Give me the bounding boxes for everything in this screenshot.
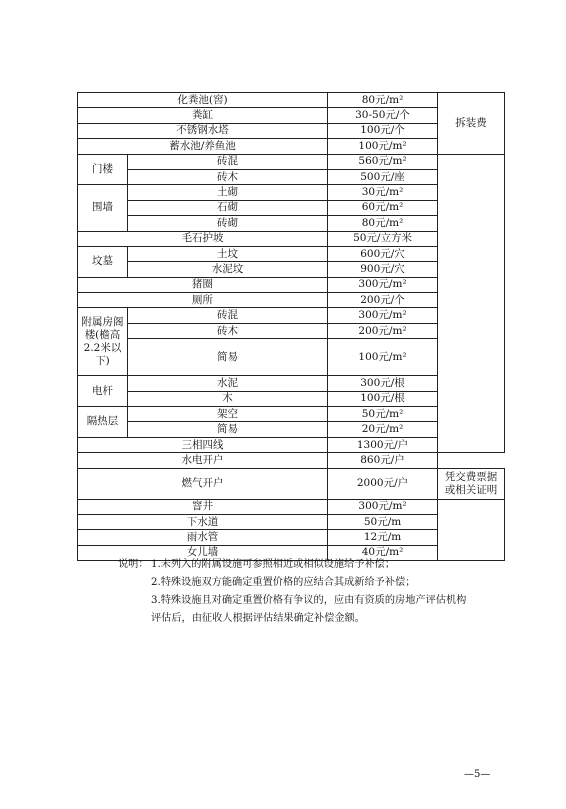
item-cell: 三相四线 [78, 437, 328, 452]
price-cell: 300元/m² [328, 308, 438, 323]
sub-item-cell: 土砌 [128, 185, 328, 200]
price-cell: 300元/m² [328, 499, 438, 514]
price-cell: 900元/穴 [328, 262, 438, 277]
price-cell: 200元/个 [328, 293, 438, 308]
sub-item-cell: 砖木 [128, 323, 328, 338]
group-cell: 坟墓 [78, 246, 128, 277]
item-cell: 猪圈 [78, 277, 328, 292]
item-cell: 蓄水池/养鱼池 [78, 139, 328, 154]
compensation-table [77, 92, 505, 561]
table-row [78, 499, 505, 514]
sub-item-cell: 砖砌 [128, 216, 328, 231]
remark-empty-cell [438, 499, 505, 561]
table-row [78, 468, 505, 499]
remark-demolition-cell: 拆装费 [438, 93, 505, 155]
sub-item-cell: 水泥坟 [128, 262, 328, 277]
price-cell: 300元/根 [328, 376, 438, 391]
sub-item-cell: 砖木 [128, 169, 328, 184]
group-cell: 电杆 [78, 376, 128, 407]
price-cell: 100元/m² [328, 139, 438, 154]
notes-section [118, 556, 518, 628]
item-cell: 化粪池(窖) [78, 93, 328, 108]
price-cell: 50元/立方米 [328, 231, 438, 246]
price-cell: 12元/m [328, 530, 438, 545]
item-cell: 雨水管 [78, 530, 328, 545]
sub-item-cell: 木 [128, 391, 328, 406]
price-cell: 40元/m² [328, 545, 438, 560]
item-cell: 粪缸 [78, 108, 328, 123]
item-cell: 窨井 [78, 499, 328, 514]
table-row [78, 93, 505, 108]
price-cell: 30元/m² [328, 185, 438, 200]
price-cell: 500元/座 [328, 169, 438, 184]
group-cell: 隔热层 [78, 407, 128, 438]
item-cell: 女儿墙 [78, 545, 328, 560]
remark-gas-cell: 凭交费票据或相关证明 [438, 468, 505, 499]
sub-item-cell: 土坟 [128, 246, 328, 261]
item-cell: 水电开户 [78, 453, 328, 468]
price-cell: 200元/m² [328, 323, 438, 338]
price-cell: 20元/m² [328, 422, 438, 437]
price-cell: 30-50元/个 [328, 108, 438, 123]
sub-item-cell: 水泥 [128, 376, 328, 391]
price-cell: 60元/m² [328, 200, 438, 215]
price-cell: 50元/m [328, 514, 438, 529]
price-cell: 100元/个 [328, 123, 438, 138]
table-row [78, 453, 505, 468]
item-cell: 毛石护坡 [78, 231, 328, 246]
item-cell: 厕所 [78, 293, 328, 308]
table-row [78, 154, 505, 169]
price-cell: 300元/m² [328, 277, 438, 292]
note-item: 2.特殊设施双方能确定重置价格的应结合其成新给予补偿； [151, 577, 416, 588]
price-cell: 100元/根 [328, 391, 438, 406]
item-cell: 燃气开户 [78, 468, 328, 499]
sub-item-cell: 架空 [128, 407, 328, 422]
price-cell: 80元/m² [328, 216, 438, 231]
group-cell: 门楼 [78, 154, 128, 185]
item-cell: 不锈钢水塔 [78, 123, 328, 138]
price-cell: 860元/户 [328, 453, 438, 468]
price-cell: 80元/m² [328, 93, 438, 108]
sub-item-cell: 石砌 [128, 200, 328, 215]
price-cell: 100元/m² [328, 339, 438, 376]
price-cell: 1300元/户 [328, 437, 438, 452]
group-cell: 围墙 [78, 185, 128, 231]
sub-item-cell: 砖混 [128, 154, 328, 169]
price-cell: 600元/穴 [328, 246, 438, 261]
group-cell: 附属房阁楼(檐高2.2米以下) [78, 308, 128, 376]
note-item: 3.特殊设施且对确定重置价格有争议的，应由有资质的房地产评估机构 [151, 595, 467, 606]
price-cell: 560元/m² [328, 154, 438, 169]
remark-empty-cell [438, 154, 505, 453]
item-cell: 下水道 [78, 514, 328, 529]
price-cell: 2000元/户 [328, 468, 438, 499]
price-cell: 50元/m² [328, 407, 438, 422]
note-item-continuation: 评估后，由征收人根据评估结果确定补偿金额。 [151, 613, 365, 624]
sub-item-cell: 简易 [128, 339, 328, 376]
note-item: 1.未列入的附属设施可参照相近或相似设施给予补偿； [151, 559, 396, 570]
page-number: —5— [464, 769, 491, 780]
notes-label: 说明： [118, 559, 149, 570]
sub-item-cell: 简易 [128, 422, 328, 437]
sub-item-cell: 砖混 [128, 308, 328, 323]
